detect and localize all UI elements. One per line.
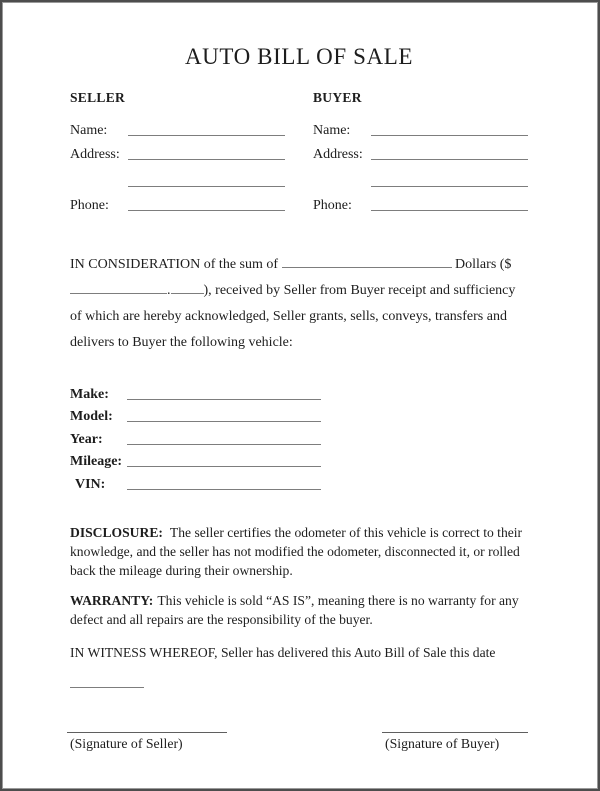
vehicle-mileage-row bbox=[70, 448, 528, 471]
seller-name-line[interactable] bbox=[128, 135, 285, 136]
warranty-heading: WARRANTY: bbox=[70, 592, 154, 608]
parties-section bbox=[70, 90, 528, 214]
buyer-address2-line[interactable] bbox=[371, 186, 528, 187]
vehicle-section bbox=[70, 380, 528, 493]
vehicle-vin-line[interactable] bbox=[127, 489, 321, 490]
seller-name-label: Name: bbox=[70, 123, 108, 138]
seller-phone-label: Phone: bbox=[70, 198, 109, 213]
buyer-column bbox=[313, 90, 528, 214]
vehicle-vin-row bbox=[70, 470, 528, 493]
seller-signature-line[interactable] bbox=[67, 732, 227, 733]
seller-address2-line[interactable] bbox=[128, 186, 285, 187]
decimal-separator: . bbox=[167, 283, 171, 298]
consideration-paragraph bbox=[70, 252, 528, 356]
form-title: AUTO BILL OF SALE bbox=[184, 44, 414, 69]
consideration-lead-text: IN CONSIDERATION of the sum of bbox=[70, 257, 279, 272]
buyer-address2-row bbox=[313, 166, 528, 190]
buyer-address-label: Address: bbox=[313, 147, 363, 162]
warranty-paragraph bbox=[70, 591, 528, 629]
buyer-phone-row bbox=[313, 190, 528, 214]
consideration-dollars-text: Dollars ($ bbox=[455, 257, 512, 272]
seller-address2-row bbox=[70, 166, 285, 190]
seller-address-label: Address: bbox=[70, 147, 120, 162]
vehicle-model-line[interactable] bbox=[127, 421, 321, 422]
seller-phone-line[interactable] bbox=[128, 210, 285, 211]
seller-name-row bbox=[70, 115, 285, 139]
amount-words-line[interactable] bbox=[282, 254, 452, 268]
sale-date-line[interactable] bbox=[70, 674, 144, 688]
buyer-name-row bbox=[313, 115, 528, 139]
buyer-address-line[interactable] bbox=[371, 159, 528, 160]
vehicle-mileage-label: Mileage: bbox=[70, 454, 123, 470]
vehicle-make-line[interactable] bbox=[127, 399, 321, 400]
seller-signature-block bbox=[67, 732, 267, 752]
buyer-signature-block bbox=[382, 732, 528, 752]
buyer-address-row bbox=[313, 139, 528, 163]
vehicle-vin-label: VIN: bbox=[75, 476, 106, 492]
amount-dollars-line[interactable] bbox=[70, 280, 167, 294]
disclosure-heading: DISCLOSURE: bbox=[70, 524, 163, 540]
buyer-phone-label: Phone: bbox=[313, 198, 352, 213]
consideration-body-text: ), received by Seller from Buyer receipt and sufficiency of which are hereby acknowledged, Seller grants, sells, conveys, transfers and delivers to Buyer the following vehicle: bbox=[70, 283, 516, 350]
seller-signature-label: (Signature of Seller) bbox=[70, 735, 183, 751]
buyer-section-header: BUYER bbox=[313, 90, 362, 105]
seller-address-line[interactable] bbox=[128, 159, 285, 160]
seller-column bbox=[70, 90, 285, 214]
vehicle-make-row bbox=[70, 380, 528, 403]
warranty-text: This vehicle is sold “AS IS”, meaning there is no warranty for any defect and all repairs are the responsibility of the buyer. bbox=[70, 592, 519, 627]
signatures-section bbox=[70, 732, 528, 752]
vehicle-model-label: Model: bbox=[70, 409, 113, 425]
vehicle-make-label: Make: bbox=[70, 386, 109, 402]
buyer-name-label: Name: bbox=[313, 123, 351, 138]
buyer-phone-line[interactable] bbox=[371, 210, 528, 211]
buyer-signature-label: (Signature of Buyer) bbox=[385, 735, 500, 751]
vehicle-mileage-line[interactable] bbox=[127, 466, 321, 467]
buyer-name-line[interactable] bbox=[371, 135, 528, 136]
buyer-signature-line[interactable] bbox=[382, 732, 528, 733]
vehicle-model-row bbox=[70, 403, 528, 426]
seller-phone-row bbox=[70, 190, 285, 214]
witness-paragraph: IN WITNESS WHEREOF, Seller has delivered this Auto Bill of Sale this date bbox=[70, 644, 496, 660]
vehicle-year-line[interactable] bbox=[127, 444, 321, 445]
seller-address-row bbox=[70, 139, 285, 163]
seller-section-header: SELLER bbox=[70, 90, 126, 105]
amount-cents-line[interactable] bbox=[171, 280, 204, 294]
disclosure-paragraph bbox=[70, 523, 528, 580]
vehicle-year-row bbox=[70, 425, 528, 448]
vehicle-year-label: Year: bbox=[70, 431, 103, 447]
disclosure-text: The seller certifies the odometer of this vehicle is correct to their knowledge, and the seller has not modified the odometer, disconnected it, or rolled back the mileage during their ownership. bbox=[70, 524, 523, 578]
